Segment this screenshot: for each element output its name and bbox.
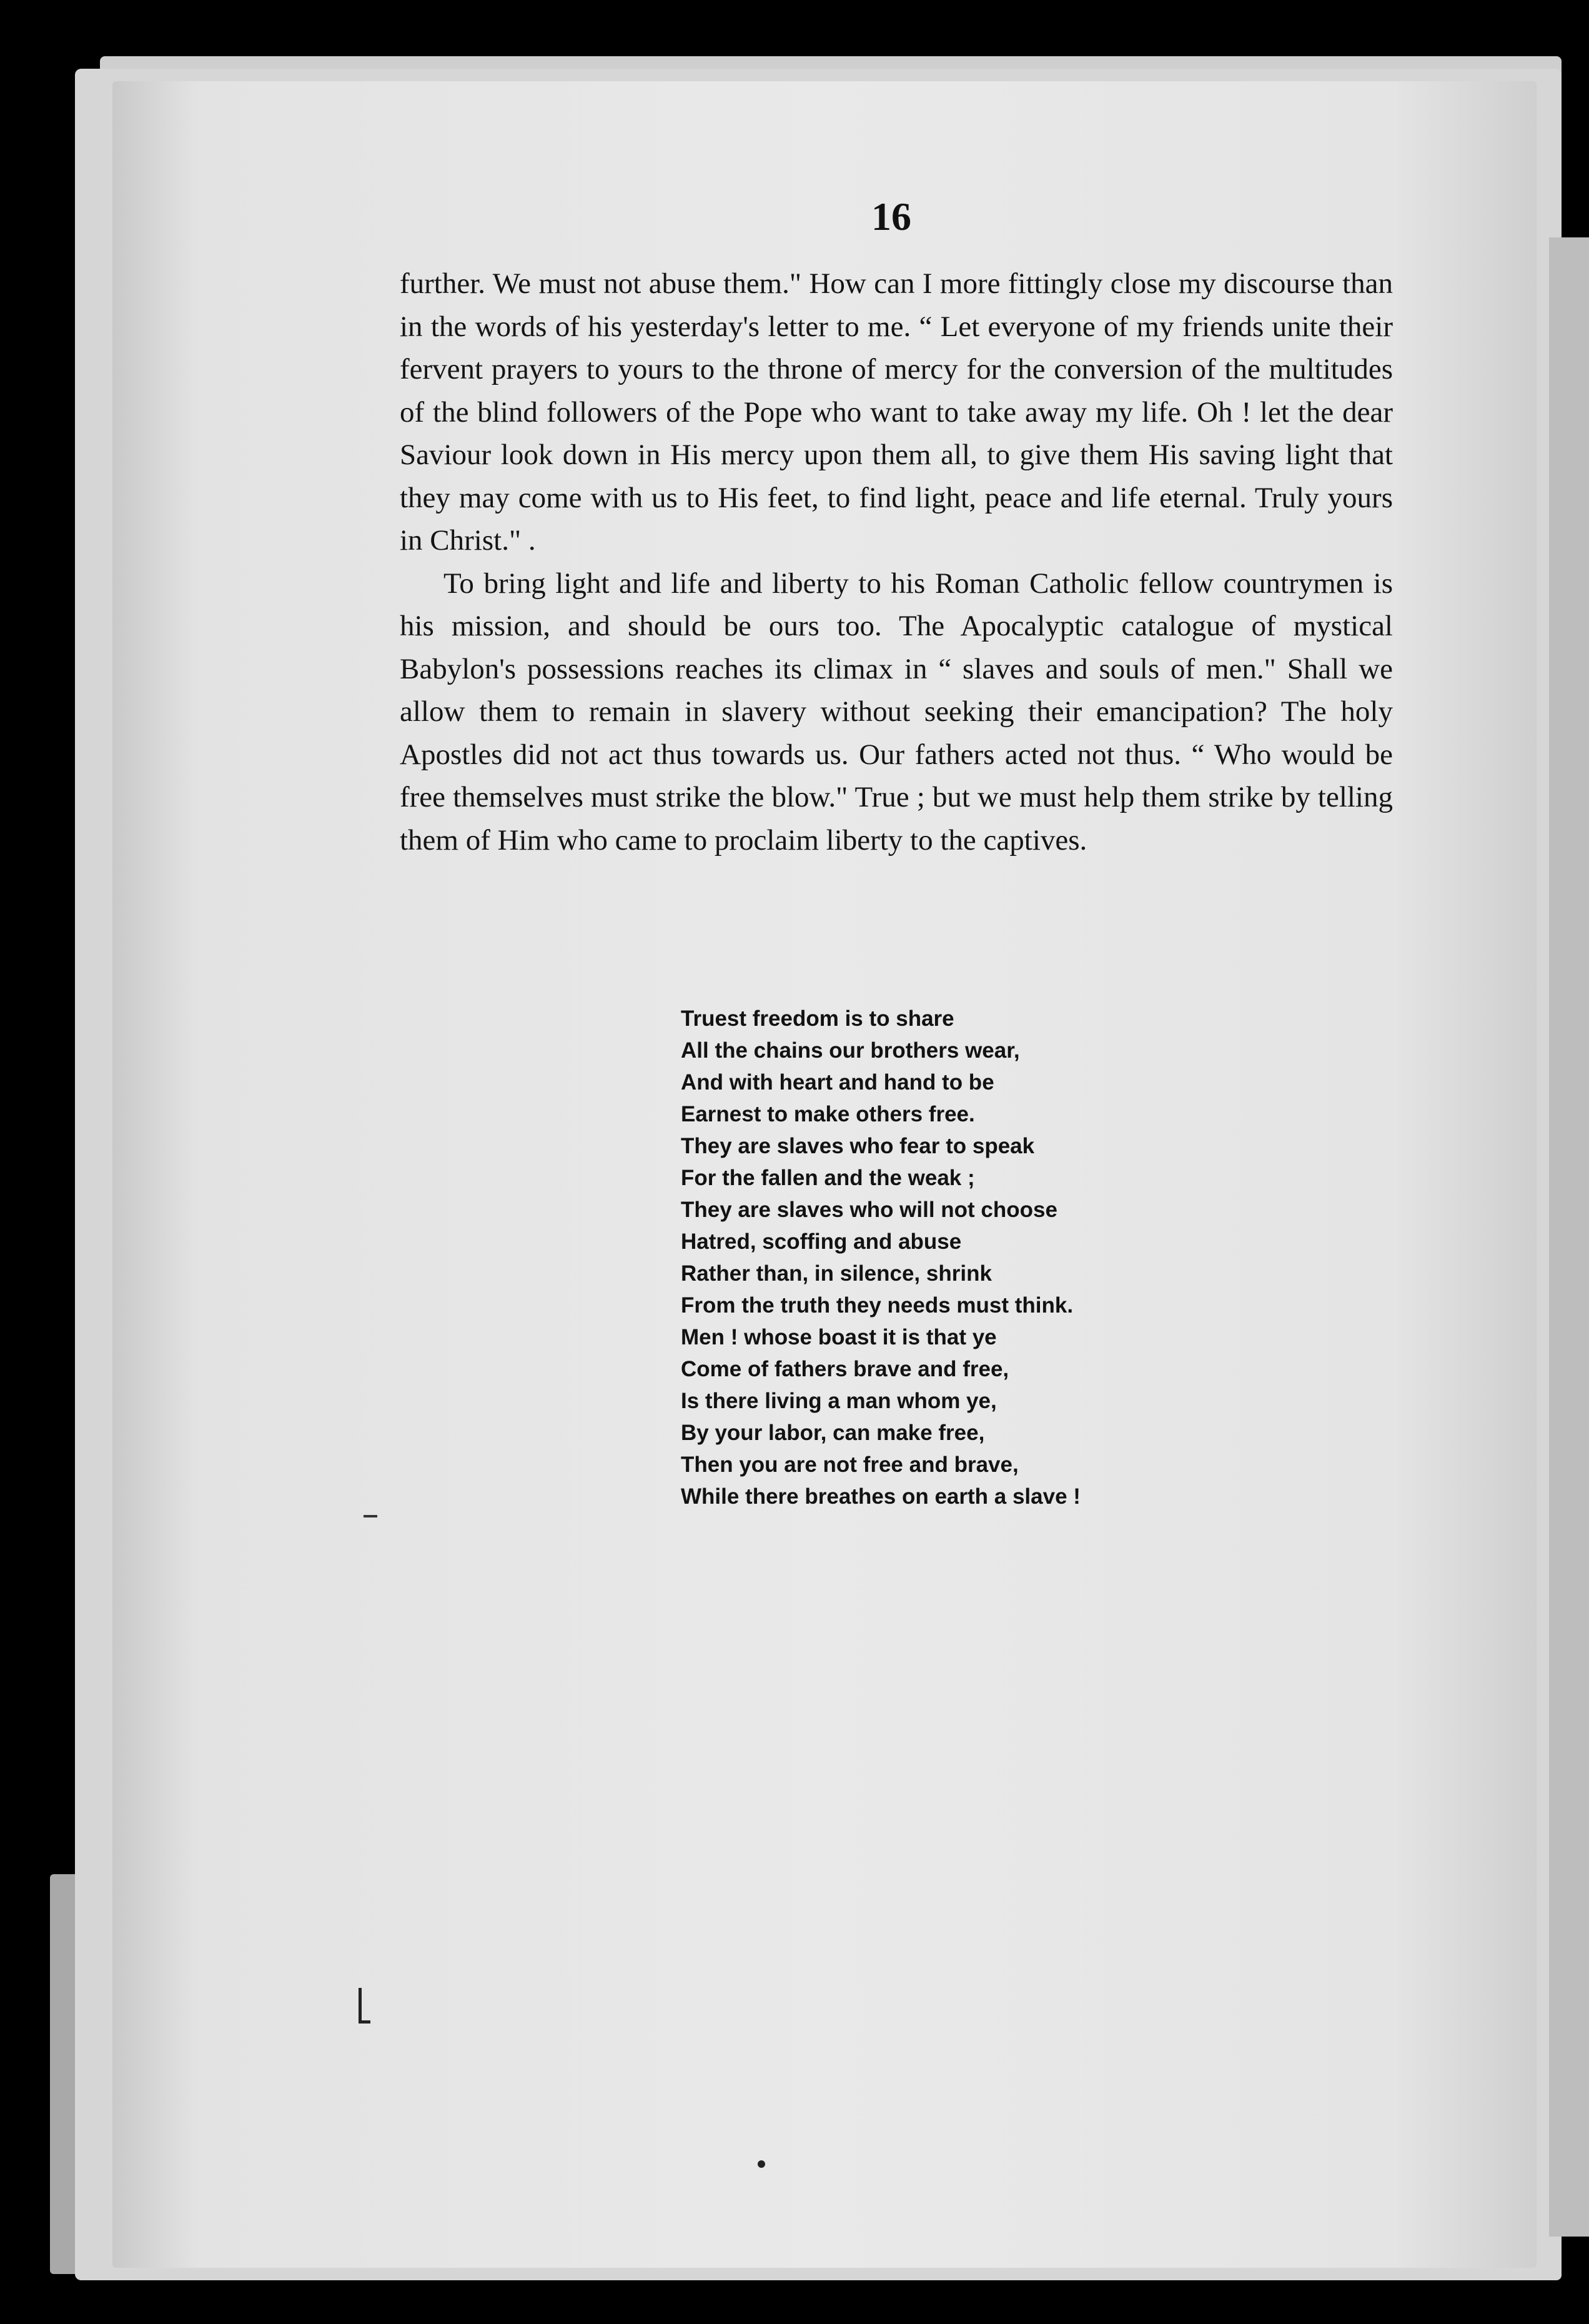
poem-line: Then you are not free and brave, xyxy=(681,1452,1019,1477)
poem xyxy=(681,1003,1243,1512)
ink-dot xyxy=(758,2160,765,2168)
poem-line: Come of fathers brave and free, xyxy=(681,1357,1009,1381)
body-text xyxy=(400,262,1393,862)
poem-line: Rather than, in silence, shrink xyxy=(681,1261,992,1286)
poem-line: Earnest to make others free. xyxy=(681,1102,975,1126)
poem-line: Truest freedom is to share xyxy=(681,1006,954,1031)
poem-line: They are slaves who fear to speak xyxy=(681,1134,1035,1158)
poem-line: By your labor, can make free, xyxy=(681,1421,985,1445)
poem-line: For the fallen and the weak ; xyxy=(681,1166,975,1190)
poem-line: While there breathes on earth a slave ! xyxy=(681,1484,1081,1509)
poem-line: And with heart and hand to be xyxy=(681,1070,994,1095)
poem-line: Is there living a man whom ye, xyxy=(681,1389,997,1413)
poem-line: They are slaves who will not choose xyxy=(681,1198,1057,1222)
paragraph: To bring light and life and liberty to his Roman Catholic fellow countrymen is his mission, and should be ours too. The Apocalyptic catalogue of mystical Babylon's possessions reaches its climax in “ slaves and souls of men." Shall we allow them to remain in slavery without seeking their emancipation? The holy Apostles did not act thus towards us. Our fathers acted not thus. “ Who would be free themselves must strike the blow." True ; but we must help them strike by telling them of Him who came to proclaim liberty to the captives. xyxy=(400,567,1393,857)
poem-line: From the truth they needs must think. xyxy=(681,1293,1074,1318)
page-number: 16 xyxy=(871,194,911,239)
bracket-mark xyxy=(359,1988,370,2024)
facing-page-edge xyxy=(1549,237,1589,2237)
paragraph: further. We must not abuse them." How can I more fittingly close my discourse than in the words of his yesterday's letter to me. “ Let everyone of my friends unite their fervent prayers to yours to the throne of mercy for the conversion of the multitudes of the blind followers of the Pope who want to take away my life. Oh ! let the dear Saviour look down in His mercy upon them all, to give them His saving light that they may come with us to His feet, to find light, peace and life eternal. Truly yours in Christ." . xyxy=(400,267,1393,557)
poem-line: Men ! whose boast it is that ye xyxy=(681,1325,997,1349)
poem-line: All the chains our brothers wear, xyxy=(681,1038,1020,1063)
poem-line: Hatred, scoffing and abuse xyxy=(681,1229,962,1254)
margin-mark xyxy=(364,1515,377,1517)
